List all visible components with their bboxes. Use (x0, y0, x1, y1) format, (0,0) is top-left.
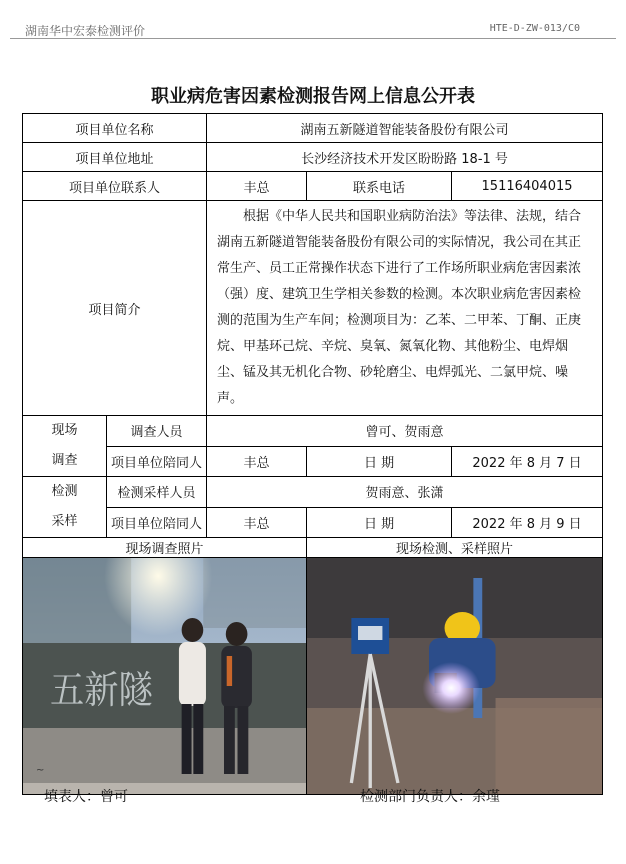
sampling-escort-value: 丰总 (207, 507, 307, 538)
survey-photo-svg (23, 558, 306, 794)
survey-photo-title: 现场调查照片 (23, 538, 307, 558)
sampling-escort-label: 项目单位陪同人 (107, 507, 207, 538)
phone-label: 联系电话 (307, 172, 452, 201)
address-label: 项目单位地址 (23, 143, 207, 172)
address-value: 长沙经济技术开发区盼盼路 18-1 号 (207, 143, 603, 172)
sampling-photo-svg (307, 558, 602, 794)
row-intro (23, 201, 603, 416)
sampling-date-label: 日 期 (307, 507, 452, 538)
investigator-value: 曾可、贺雨意 (207, 416, 603, 447)
row-survey-2 (23, 446, 603, 477)
row-name (23, 114, 603, 143)
sampler-value: 贺雨意、张潇 (207, 477, 603, 508)
sign-text: 五新隧 (50, 667, 153, 713)
welding-arc (422, 662, 480, 714)
survey-section-line2: 调查 (51, 453, 78, 468)
survey-photo (23, 558, 306, 794)
sampling-photo-title: 现场检测、采样照片 (307, 538, 603, 558)
header-divider (10, 38, 616, 39)
info-table (22, 113, 603, 795)
filler-signature: 填表人：曾可 (44, 789, 128, 805)
phone-value: 15116404015 (452, 172, 603, 201)
tilde-mark: ~ (36, 765, 45, 776)
row-sampling-1 (23, 477, 603, 508)
name-label: 项目单位名称 (23, 114, 207, 143)
contact-value: 丰总 (207, 172, 307, 201)
header-org: 湖南华中宏泰检测评价 (25, 24, 146, 38)
row-survey-1 (23, 416, 603, 447)
row-photos (23, 558, 603, 795)
sampling-photo (307, 558, 602, 794)
intro-label: 项目简介 (23, 201, 207, 416)
row-contact (23, 172, 603, 201)
contact-label: 项目单位联系人 (23, 172, 207, 201)
investigator-label: 调查人员 (107, 416, 207, 447)
survey-escort-value: 丰总 (207, 446, 307, 477)
header-code: HTE-D-ZW-013/C0 (489, 23, 580, 34)
survey-section-label (23, 416, 107, 477)
name-value: 湖南五新隧道智能装备股份有限公司 (207, 114, 603, 143)
sampling-photo-cell (307, 558, 603, 795)
manager-signature: 检测部门负责人：余瑾 (360, 789, 500, 805)
sampler-label: 检测采样人员 (107, 477, 207, 508)
survey-date-label: 日 期 (307, 446, 452, 477)
intro-text: 根据《中华人民共和国职业病防治法》等法律、法规，结合湖南五新隧道智能装备股份有限公司的实际情况，我公司在其正常生产、员工正常操作状态下进行了工作场所职业病危害因素浓（强）度、建筑卫生学相关参数的检测。本次职业病危害因素检测的范围为生产车间；检测项目为：乙苯、二甲苯、丁酮、正庚烷、甲基环己烷、辛烷、臭氧、氮氧化物、其他粉尘、电焊烟尘、锰及其无机化合物、砂轮磨尘、电焊弧光、二氯甲烷、噪声。 (207, 201, 603, 416)
survey-date-value: 2022 年 8 月 7 日 (452, 446, 603, 477)
survey-section-line1: 现场 (51, 423, 78, 438)
sampling-section-line1: 检测 (51, 484, 78, 499)
survey-photo-cell (23, 558, 307, 795)
sampling-section-line2: 采样 (51, 514, 78, 529)
sampling-date-value: 2022 年 8 月 9 日 (452, 507, 603, 538)
row-sampling-2 (23, 507, 603, 538)
sampling-section-label (23, 477, 107, 538)
row-photo-titles (23, 538, 603, 558)
page-title: 职业病危害因素检测报告网上信息公开表 (151, 86, 475, 107)
survey-escort-label: 项目单位陪同人 (107, 446, 207, 477)
row-address (23, 143, 603, 172)
